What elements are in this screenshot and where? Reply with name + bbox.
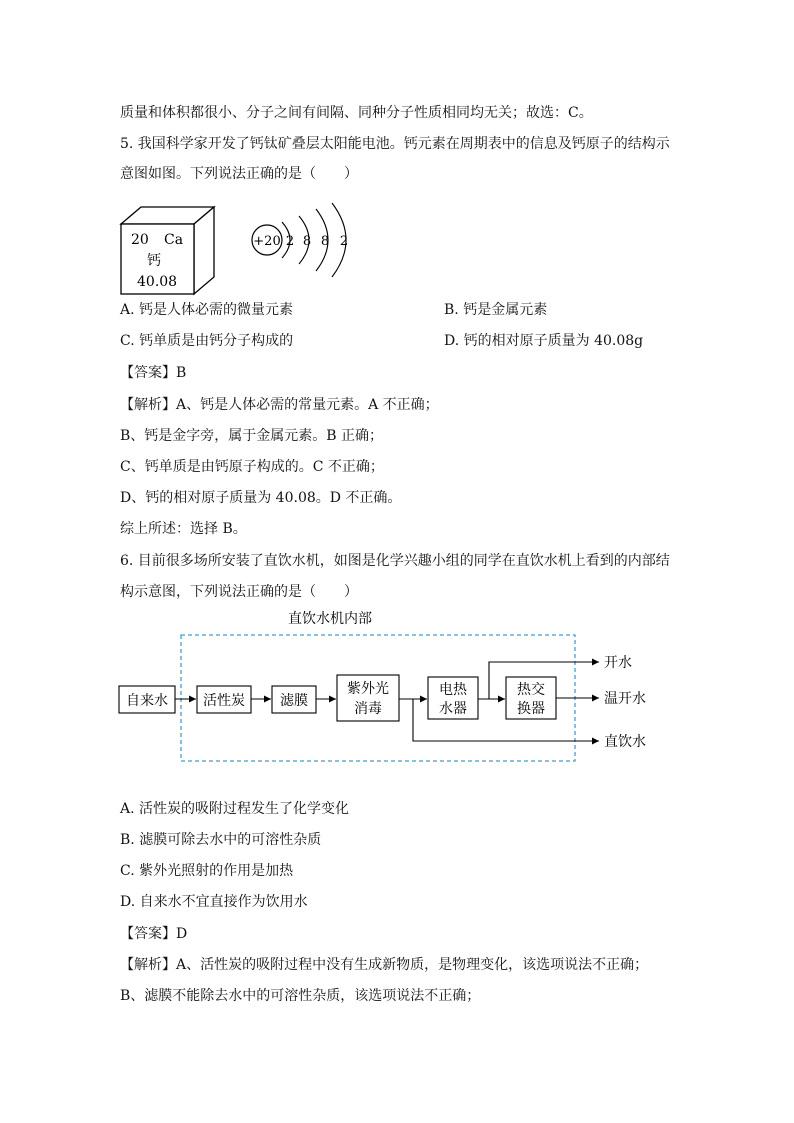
box-heat-exchanger-line2: 换器	[517, 701, 545, 717]
box-uv-line2: 消毒	[354, 701, 382, 717]
box-heater-line1: 电热	[439, 682, 467, 698]
element-name: 钙	[147, 253, 161, 269]
box-heat-exchanger-line1: 热交	[517, 682, 545, 698]
element-card-figure	[118, 204, 218, 298]
element-atomic-number: 20	[131, 232, 149, 248]
q5-option-c: C. 钙单质是由钙分子构成的	[120, 333, 294, 349]
water-dispenser-diagram	[115, 605, 675, 770]
q6-option-d: D. 自来水不宜直接作为饮用水	[120, 894, 308, 910]
atom-structure-figure	[248, 190, 358, 290]
q6-answer: 【答案】D	[120, 926, 188, 942]
diagram-title: 直饮水机内部	[288, 611, 372, 627]
output-boiling-water: 开水	[604, 655, 632, 671]
q5-option-d: D. 钙的相对原子质量为 40.08g	[444, 333, 644, 349]
q5-analysis-line1: 【解析】A、钙是人体必需的常量元素。A 不正确；	[120, 397, 439, 413]
box-filter-membrane: 滤膜	[280, 693, 308, 709]
q5-option-a: A. 钙是人体必需的微量元素	[120, 302, 294, 318]
q5-stem-line2: 意图如图。下列说法正确的是（ ）	[120, 166, 358, 182]
q5-analysis-line2: B、钙是金字旁，属于金属元素。B 正确；	[120, 428, 384, 444]
box-tap-water: 自来水	[126, 693, 168, 709]
q5-analysis-line4: D、钙的相对原子质量为 40.08。D 不正确。	[120, 490, 402, 506]
box-uv-line1: 紫外光	[347, 681, 389, 697]
shell-1-electrons: 2	[285, 234, 295, 249]
shell-4-electrons: 2	[339, 234, 349, 249]
q6-option-b: B. 滤膜可除去水中的可溶性杂质	[120, 832, 322, 848]
q5-analysis-line5: 综上所述：选择 B。	[120, 521, 247, 537]
output-warm-water: 温开水	[604, 691, 646, 707]
q6-stem-line2: 构示意图，下列说法正确的是（ ）	[120, 584, 358, 600]
nucleus-charge: +20	[253, 234, 281, 249]
q6-analysis-line2: B、滤膜不能除去水中的可溶性杂质，该选项说法不正确；	[120, 988, 481, 1004]
q6-analysis-line1: 【解析】A、活性炭的吸附过程中没有生成新物质，是物理变化，该选项说法不正确；	[120, 957, 649, 973]
q6-stem-line1: 6. 目前很多场所安装了直饮水机，如图是化学兴趣小组的同学在直饮水机上看到的内部结	[120, 553, 670, 569]
intro-line: 质量和体积都很小、分子之间有间隔、同种分子性质相同均无关；故选：C。	[120, 105, 593, 121]
shell-3-electrons: 8	[320, 234, 330, 249]
element-symbol: Ca	[164, 232, 184, 248]
q5-stem-line1: 5. 我国科学家开发了钙钛矿叠层太阳能电池。钙元素在周期表中的信息及钙原子的结构示	[120, 136, 670, 152]
q6-option-a: A. 活性炭的吸附过程发生了化学变化	[120, 801, 350, 817]
q5-option-b: B. 钙是金属元素	[444, 302, 548, 318]
output-direct-drinking-water: 直饮水	[604, 734, 646, 750]
box-activated-carbon: 活性炭	[203, 693, 245, 709]
q6-option-c: C. 紫外光照射的作用是加热	[120, 863, 294, 879]
q5-analysis-line3: C、钙单质是由钙原子构成的。C 不正确；	[120, 459, 384, 475]
shell-2-electrons: 8	[302, 234, 312, 249]
element-mass: 40.08	[137, 274, 178, 290]
box-heater-line2: 水器	[439, 701, 467, 717]
q5-answer: 【答案】B	[120, 365, 187, 381]
